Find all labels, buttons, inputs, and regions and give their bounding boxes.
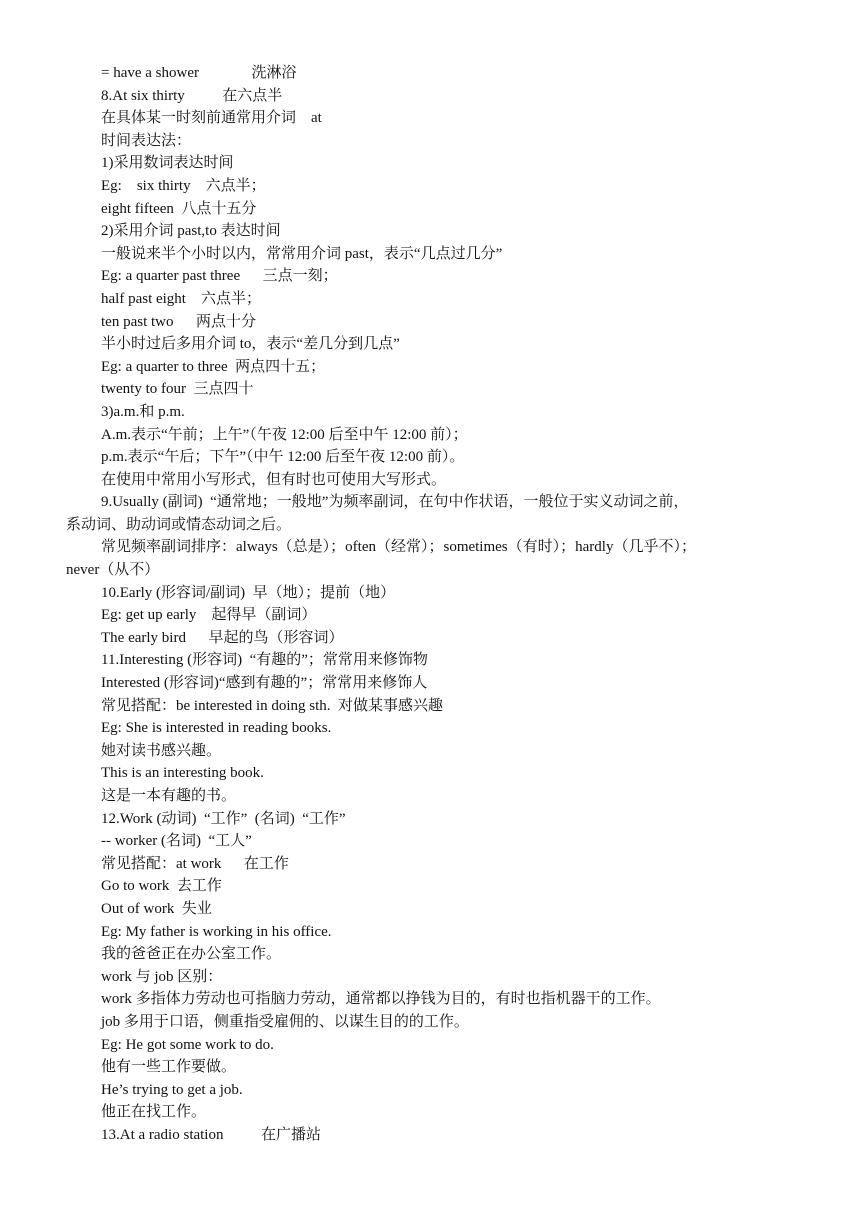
text-line: 系动词、助动词或情态动词之后。 <box>66 516 292 533</box>
text-line: Eg: My father is working in his office. <box>101 923 332 940</box>
text-line: 半小时过后多用介词 to，表示“差几分到几点” <box>101 336 400 353</box>
text-line: Eg: She is interested in reading books. <box>101 720 332 737</box>
text-line: 11.Interesting (形容词) “有趣的”；常常用来修饰物 <box>101 652 428 669</box>
text-line: This is an interesting book. <box>101 765 264 782</box>
text-line: 12.Work (动词) “工作” (名词) “工作” <box>101 810 346 827</box>
text-line: Eg: a quarter to three 两点四十五； <box>101 358 326 375</box>
text-line: Go to work 去工作 <box>101 878 222 895</box>
text-line: job 多用于口语，侧重指受雇佣的、以谋生目的的工作。 <box>101 1013 469 1030</box>
text-line: Out of work 失业 <box>101 900 212 917</box>
text-line: never（从不） <box>66 562 160 579</box>
text-line: 在具体某一时刻前通常用介词 at <box>101 110 322 127</box>
text-line: 一般说来半个小时以内，常常用介词 past，表示“几点过几分” <box>101 245 503 262</box>
text-line: Eg: six thirty 六点半； <box>101 177 266 194</box>
text-line: 9.Usually (副词) “通常地；一般地”为频率副词，在句中作状语，一般位于实义动词之前， <box>101 494 689 511</box>
text-line: Eg: get up early 起得早（副词） <box>101 607 317 624</box>
text-line: A.m.表示“午前；上午”（午夜 12:00 后至中午 12:00 前）； <box>101 426 468 443</box>
text-line: -- worker (名词) “工人” <box>101 833 252 850</box>
text-line: 他正在找工作。 <box>101 1104 207 1121</box>
text-line: twenty to four 三点四十 <box>101 381 254 398</box>
text-line: 常见频率副词排序：always（总是）；often（经常）；sometimes（有时）；hardly（几乎不）； <box>101 539 696 556</box>
text-line: 常见搭配：be interested in doing sth. 对做某事感兴趣 <box>101 697 444 714</box>
text-line: = have a shower 洗淋浴 <box>101 65 297 81</box>
text-line: 常见搭配：at work 在工作 <box>101 855 289 872</box>
text-line: work 与 job 区别： <box>101 968 223 985</box>
text-line: eight fifteen 八点十五分 <box>101 200 257 217</box>
text-line: 3)a.m.和 p.m. <box>101 403 185 420</box>
text-line: Eg: a quarter past three 三点一刻； <box>101 268 338 285</box>
text-line: ten past two 两点十分 <box>101 313 256 330</box>
text-line: 这是一本有趣的书。 <box>101 788 237 804</box>
text-line: 13.At a radio station 在广播站 <box>101 1126 321 1143</box>
text-line: Interested (形容词)“感到有趣的”；常常用来修饰人 <box>101 675 428 692</box>
document-page <box>0 62 860 1147</box>
text-line: work 多指体力劳动也可指脑力劳动，通常都以挣钱为目的，有时也指机器干的工作。 <box>101 991 661 1008</box>
text-line: p.m.表示“午后；下午”（中午 12:00 后至午夜 12:00 前）。 <box>101 449 465 466</box>
text-line: 10.Early (形容词/副词) 早（地）；提前（地） <box>101 584 396 601</box>
text-line: half past eight 六点半； <box>101 290 261 307</box>
text-line: 他有一些工作要做。 <box>101 1059 237 1076</box>
text-line: 我的爸爸正在办公室工作。 <box>101 946 282 963</box>
text-line: The early bird 早起的鸟（形容词） <box>101 629 344 646</box>
text-line: 8.At six thirty 在六点半 <box>101 87 283 104</box>
text-line: 她对读书感兴趣。 <box>101 742 222 759</box>
text-line: 2)采用介词 past,to 表达时间 <box>101 223 281 240</box>
text-line: 在使用中常用小写形式，但有时也可使用大写形式。 <box>101 471 447 488</box>
text-line: 1)采用数词表达时间 <box>101 155 234 172</box>
text-line: 时间表达法： <box>101 132 192 149</box>
text-line: He’s trying to get a job. <box>101 1081 243 1098</box>
text-line: Eg: He got some work to do. <box>101 1036 274 1053</box>
